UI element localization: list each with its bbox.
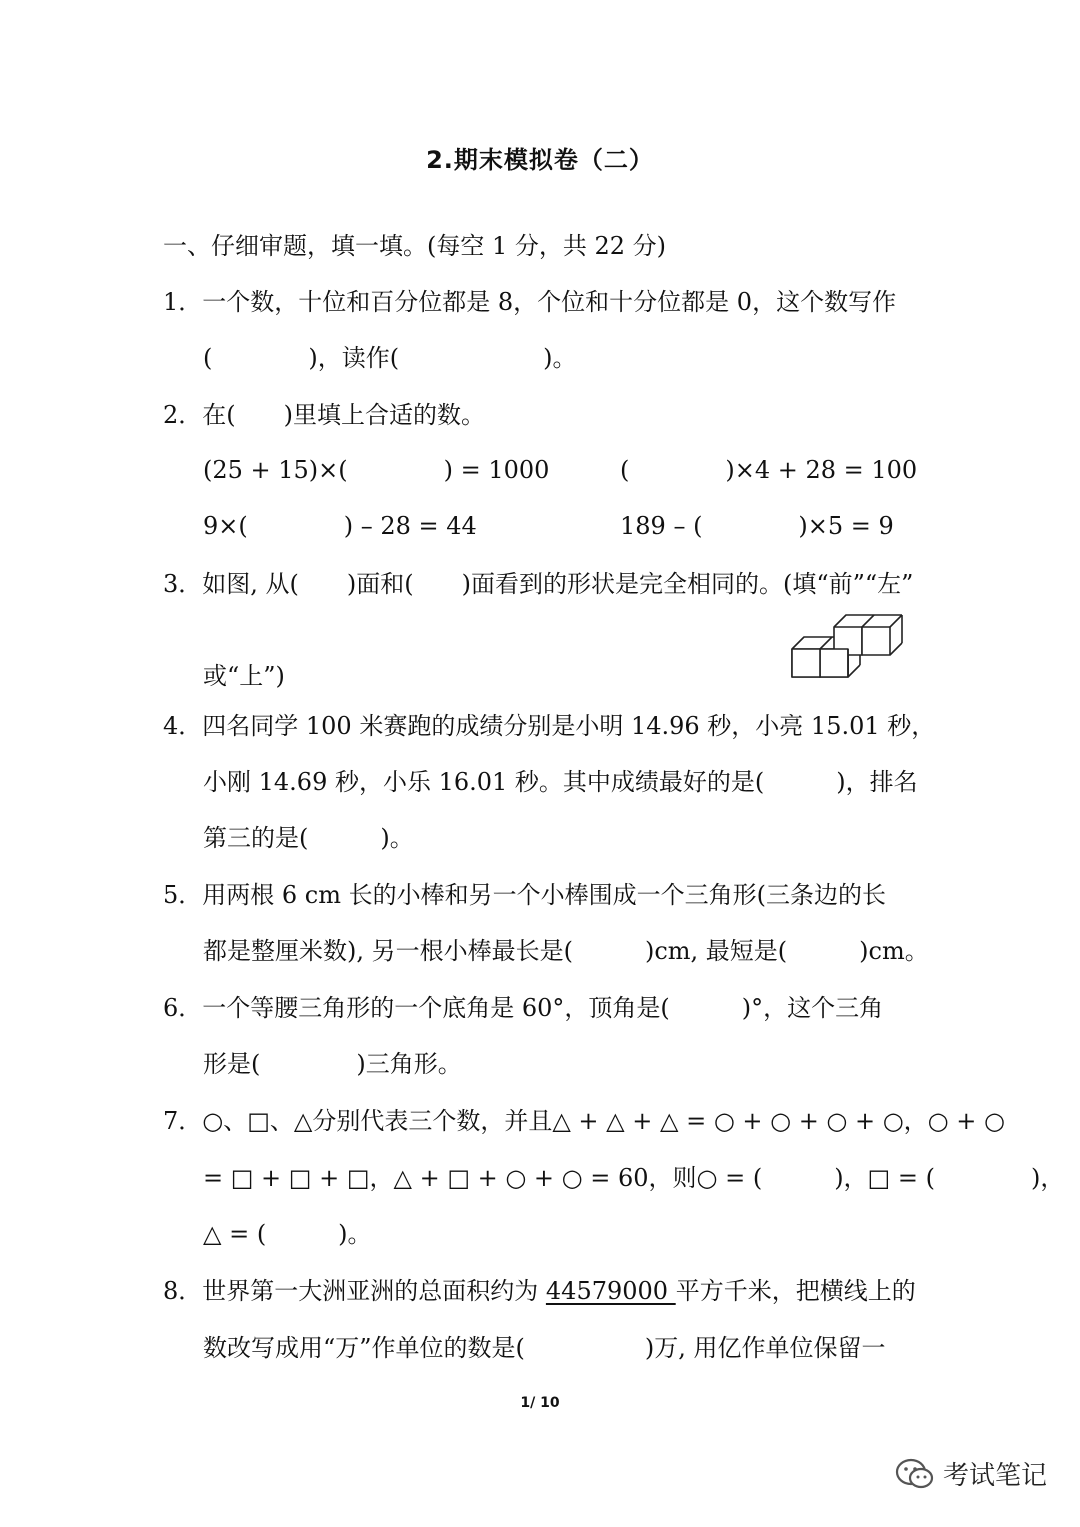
watermark-text: 考试笔记 [943, 1461, 1048, 1491]
question-5-line-1: 5．用两根 6 cm 长的小棒和另一个小棒围成一个三角形(三条边的长 [163, 881, 886, 909]
page-title: 2.期末模拟卷（二） [426, 146, 654, 174]
question-5-line-2: 都是整厘米数), 另一根小棒最长是( )cm, 最短是( )cm。 [203, 937, 929, 965]
question-2-equation-d: 189 – ( )×5 = 9 [620, 512, 894, 540]
question-8-text-after: 平方千米，把横线上的 [675, 1277, 916, 1305]
question-7-line-3: △ = ( )。 [203, 1220, 372, 1248]
question-1-line-1: 1．一个数，十位和百分位都是 8，个位和十分位都是 0，这个数写作 [163, 288, 897, 316]
cube-stack-figure [790, 612, 915, 684]
question-4-line-1: 4．四名同学 100 米赛跑的成绩分别是小明 14.96 秒，小亮 15.01 秒， [163, 712, 936, 740]
question-2-equation-a: (25 + 15)×( ) = 1000 [203, 456, 550, 484]
question-8-line-1 [163, 1273, 916, 1309]
question-2-equation-b: ( )×4 + 28 = 100 [620, 456, 918, 484]
question-6-line-1: 6．一个等腰三角形的一个底角是 60°，顶角是( )°，这个三角 [163, 994, 884, 1022]
question-3-line-2: 或“上”) [203, 662, 285, 690]
question-7-line-1: 7．○、□、△分别代表三个数，并且△ + △ + △ = ○ + ○ + ○ + ○，○ + ○ [163, 1107, 1005, 1135]
question-8-underlined-number: 44579000 [545, 1277, 676, 1305]
question-4-line-2: 小刚 14.69 秒，小乐 16.01 秒。其中成绩最好的是( )，排名 [203, 768, 918, 796]
question-2-equation-c: 9×( ) – 28 = 44 [203, 512, 477, 540]
page-number: 1/ 10 [520, 1395, 560, 1411]
question-1-line-2: ( )，读作( )。 [203, 344, 577, 372]
question-8-text-before: 8．世界第一大洲亚洲的总面积约为 [163, 1277, 546, 1305]
question-2-line-1: 2．在( )里填上合适的数。 [163, 401, 485, 429]
question-6-line-2: 形是( )三角形。 [203, 1050, 462, 1078]
wechat-official-account-icon [895, 1457, 935, 1491]
question-3-line-1: 3．如图, 从( )面和( )面看到的形状是完全相同的。(填“前”“左” [163, 570, 914, 598]
question-4-line-3: 第三的是( )。 [203, 824, 414, 852]
section-heading: 一、仔细审题，填一填。(每空 1 分，共 22 分) [163, 232, 667, 260]
watermark [895, 1455, 1047, 1492]
question-8-line-2: 数改写成用“万”作单位的数是( )万, 用亿作单位保留一 [203, 1334, 886, 1362]
question-7-line-2: = □ + □ + □，△ + □ + ○ + ○ = 60，则○ = ( )，□ = ( )， [203, 1164, 1065, 1192]
